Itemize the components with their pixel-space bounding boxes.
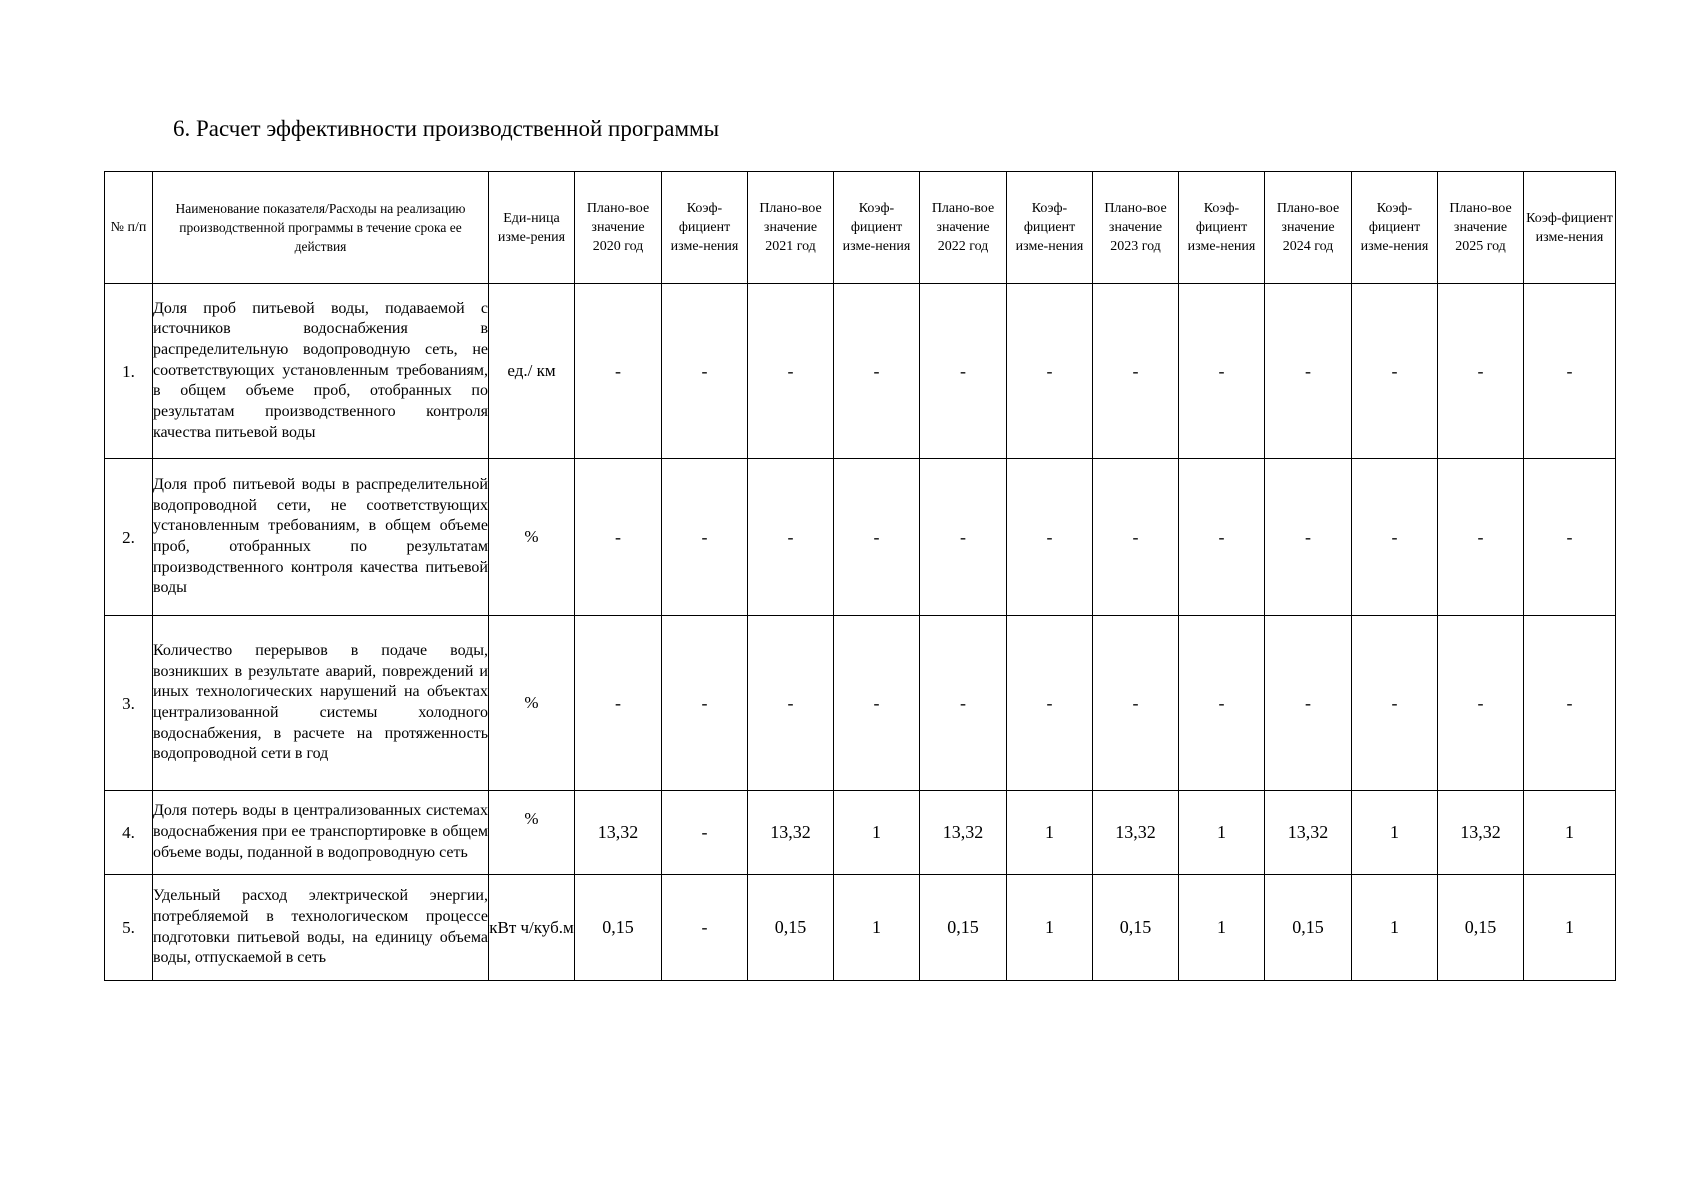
value-cell: -	[834, 284, 920, 459]
header-coef-2022: Коэф-фициент изме-нения	[1007, 172, 1093, 284]
value-cell: -	[1093, 284, 1179, 459]
value-cell: -	[748, 616, 834, 791]
value-cell: 13,32	[920, 791, 1007, 875]
value-cell: -	[1438, 284, 1524, 459]
value-cell: -	[1265, 284, 1352, 459]
indicator-name: Доля проб питьевой воды, подаваемой с источников водоснабжения в распределительную водопроводную сеть, не соответствующих установленным требованиям, в общем объеме проб, отобранных по результатам производственного контроля качества питьевой воды	[153, 284, 489, 459]
value-cell: 1	[1179, 791, 1265, 875]
value-cell: 13,32	[1265, 791, 1352, 875]
value-cell: -	[662, 284, 748, 459]
table-row	[105, 875, 1616, 981]
header-plan-2022: Плано-вое значение 2022 год	[920, 172, 1007, 284]
value-cell: -	[1524, 459, 1616, 616]
value-cell: 1	[1179, 875, 1265, 981]
value-cell: 13,32	[575, 791, 662, 875]
header-plan-2025: Плано-вое значение 2025 год	[1438, 172, 1524, 284]
page-title: 6. Расчет эффективности производственной программы	[173, 116, 720, 141]
value-cell: 0,15	[1265, 875, 1352, 981]
table-header-row	[105, 172, 1616, 284]
value-cell: 0,15	[1093, 875, 1179, 981]
value-cell: 13,32	[748, 791, 834, 875]
row-number: 3.	[105, 616, 153, 791]
value-cell: -	[1352, 284, 1438, 459]
value-cell: -	[1352, 616, 1438, 791]
value-cell: 1	[1352, 875, 1438, 981]
row-number: 1.	[105, 284, 153, 459]
unit-cell: кВт ч/куб.м	[489, 875, 575, 981]
value-cell: -	[1179, 459, 1265, 616]
value-cell: -	[1179, 616, 1265, 791]
header-num: № п/п	[105, 172, 153, 284]
table-row	[105, 791, 1616, 875]
value-cell: -	[834, 459, 920, 616]
value-cell: 1	[834, 875, 920, 981]
value-cell: 0,15	[575, 875, 662, 981]
header-plan-2021: Плано-вое значение 2021 год	[748, 172, 834, 284]
value-cell: -	[920, 616, 1007, 791]
value-cell: -	[1007, 616, 1093, 791]
efficiency-table	[104, 171, 1616, 981]
row-number: 5.	[105, 875, 153, 981]
indicator-name: Количество перерывов в подаче воды, возникших в результате аварий, повреждений и иных технологических нарушений на объектах централизованной системы холодного водоснабжения, в расчете на протяженность водопроводной сети в год	[153, 616, 489, 791]
header-coef-2023: Коэф-фициент изме-нения	[1179, 172, 1265, 284]
value-cell: -	[575, 459, 662, 616]
value-cell: -	[1093, 459, 1179, 616]
value-cell: 1	[1524, 875, 1616, 981]
value-cell: 1	[1352, 791, 1438, 875]
value-cell: 1	[1007, 875, 1093, 981]
value-cell: -	[1524, 284, 1616, 459]
value-cell: -	[662, 791, 748, 875]
value-cell: -	[748, 284, 834, 459]
value-cell: -	[1179, 284, 1265, 459]
value-cell: 0,15	[748, 875, 834, 981]
value-cell: -	[662, 875, 748, 981]
row-number: 4.	[105, 791, 153, 875]
value-cell: -	[834, 616, 920, 791]
value-cell: -	[1265, 616, 1352, 791]
value-cell: 13,32	[1438, 791, 1524, 875]
value-cell: 13,32	[1093, 791, 1179, 875]
value-cell: -	[748, 459, 834, 616]
value-cell: -	[920, 284, 1007, 459]
value-cell: -	[1352, 459, 1438, 616]
value-cell: -	[662, 459, 748, 616]
unit-cell: ед./ км	[489, 284, 575, 459]
value-cell: -	[1093, 616, 1179, 791]
value-cell: -	[1007, 459, 1093, 616]
indicator-name: Удельный расход электрической энергии, потребляемой в технологическом процессе подготовки питьевой воды, на единицу объема воды, отпускаемой в сеть	[153, 875, 489, 981]
value-cell: -	[920, 459, 1007, 616]
value-cell: 0,15	[1438, 875, 1524, 981]
header-coef-2024: Коэф-фициент изме-нения	[1352, 172, 1438, 284]
header-name: Наименование показателя/Расходы на реализацию производственной программы в течение срока ее действия	[153, 172, 489, 284]
value-cell: -	[1438, 616, 1524, 791]
row-number: 2.	[105, 459, 153, 616]
value-cell: 1	[1524, 791, 1616, 875]
value-cell: -	[1524, 616, 1616, 791]
header-coef-2021: Коэф-фициент изме-нения	[834, 172, 920, 284]
value-cell: -	[575, 284, 662, 459]
value-cell: -	[662, 616, 748, 791]
header-coef-2020: Коэф-фициент изме-нения	[662, 172, 748, 284]
table-row	[105, 284, 1616, 459]
value-cell: 1	[1007, 791, 1093, 875]
table-row	[105, 616, 1616, 791]
unit-cell: %	[489, 791, 575, 875]
header-coef-2025: Коэф-фициент изме-нения	[1524, 172, 1616, 284]
unit-cell: %	[489, 459, 575, 616]
indicator-name: Доля проб питьевой воды в распределительной водопроводной сети, не соответствующих установленным требованиям, в общем объеме проб, отобранных по результатам производственного контроля качества питьевой воды	[153, 459, 489, 616]
header-plan-2023: Плано-вое значение 2023 год	[1093, 172, 1179, 284]
value-cell: 0,15	[920, 875, 1007, 981]
value-cell: 1	[834, 791, 920, 875]
indicator-name: Доля потерь воды в централизованных системах водоснабжения при ее транспортировке в общем объеме воды, поданной в водопроводную сеть	[153, 791, 489, 875]
header-plan-2020: Плано-вое значение 2020 год	[575, 172, 662, 284]
value-cell: -	[1438, 459, 1524, 616]
unit-cell: %	[489, 616, 575, 791]
value-cell: -	[1265, 459, 1352, 616]
value-cell: -	[575, 616, 662, 791]
value-cell: -	[1007, 284, 1093, 459]
table-row	[105, 459, 1616, 616]
header-plan-2024: Плано-вое значение 2024 год	[1265, 172, 1352, 284]
header-unit: Еди-ница изме-рения	[489, 172, 575, 284]
